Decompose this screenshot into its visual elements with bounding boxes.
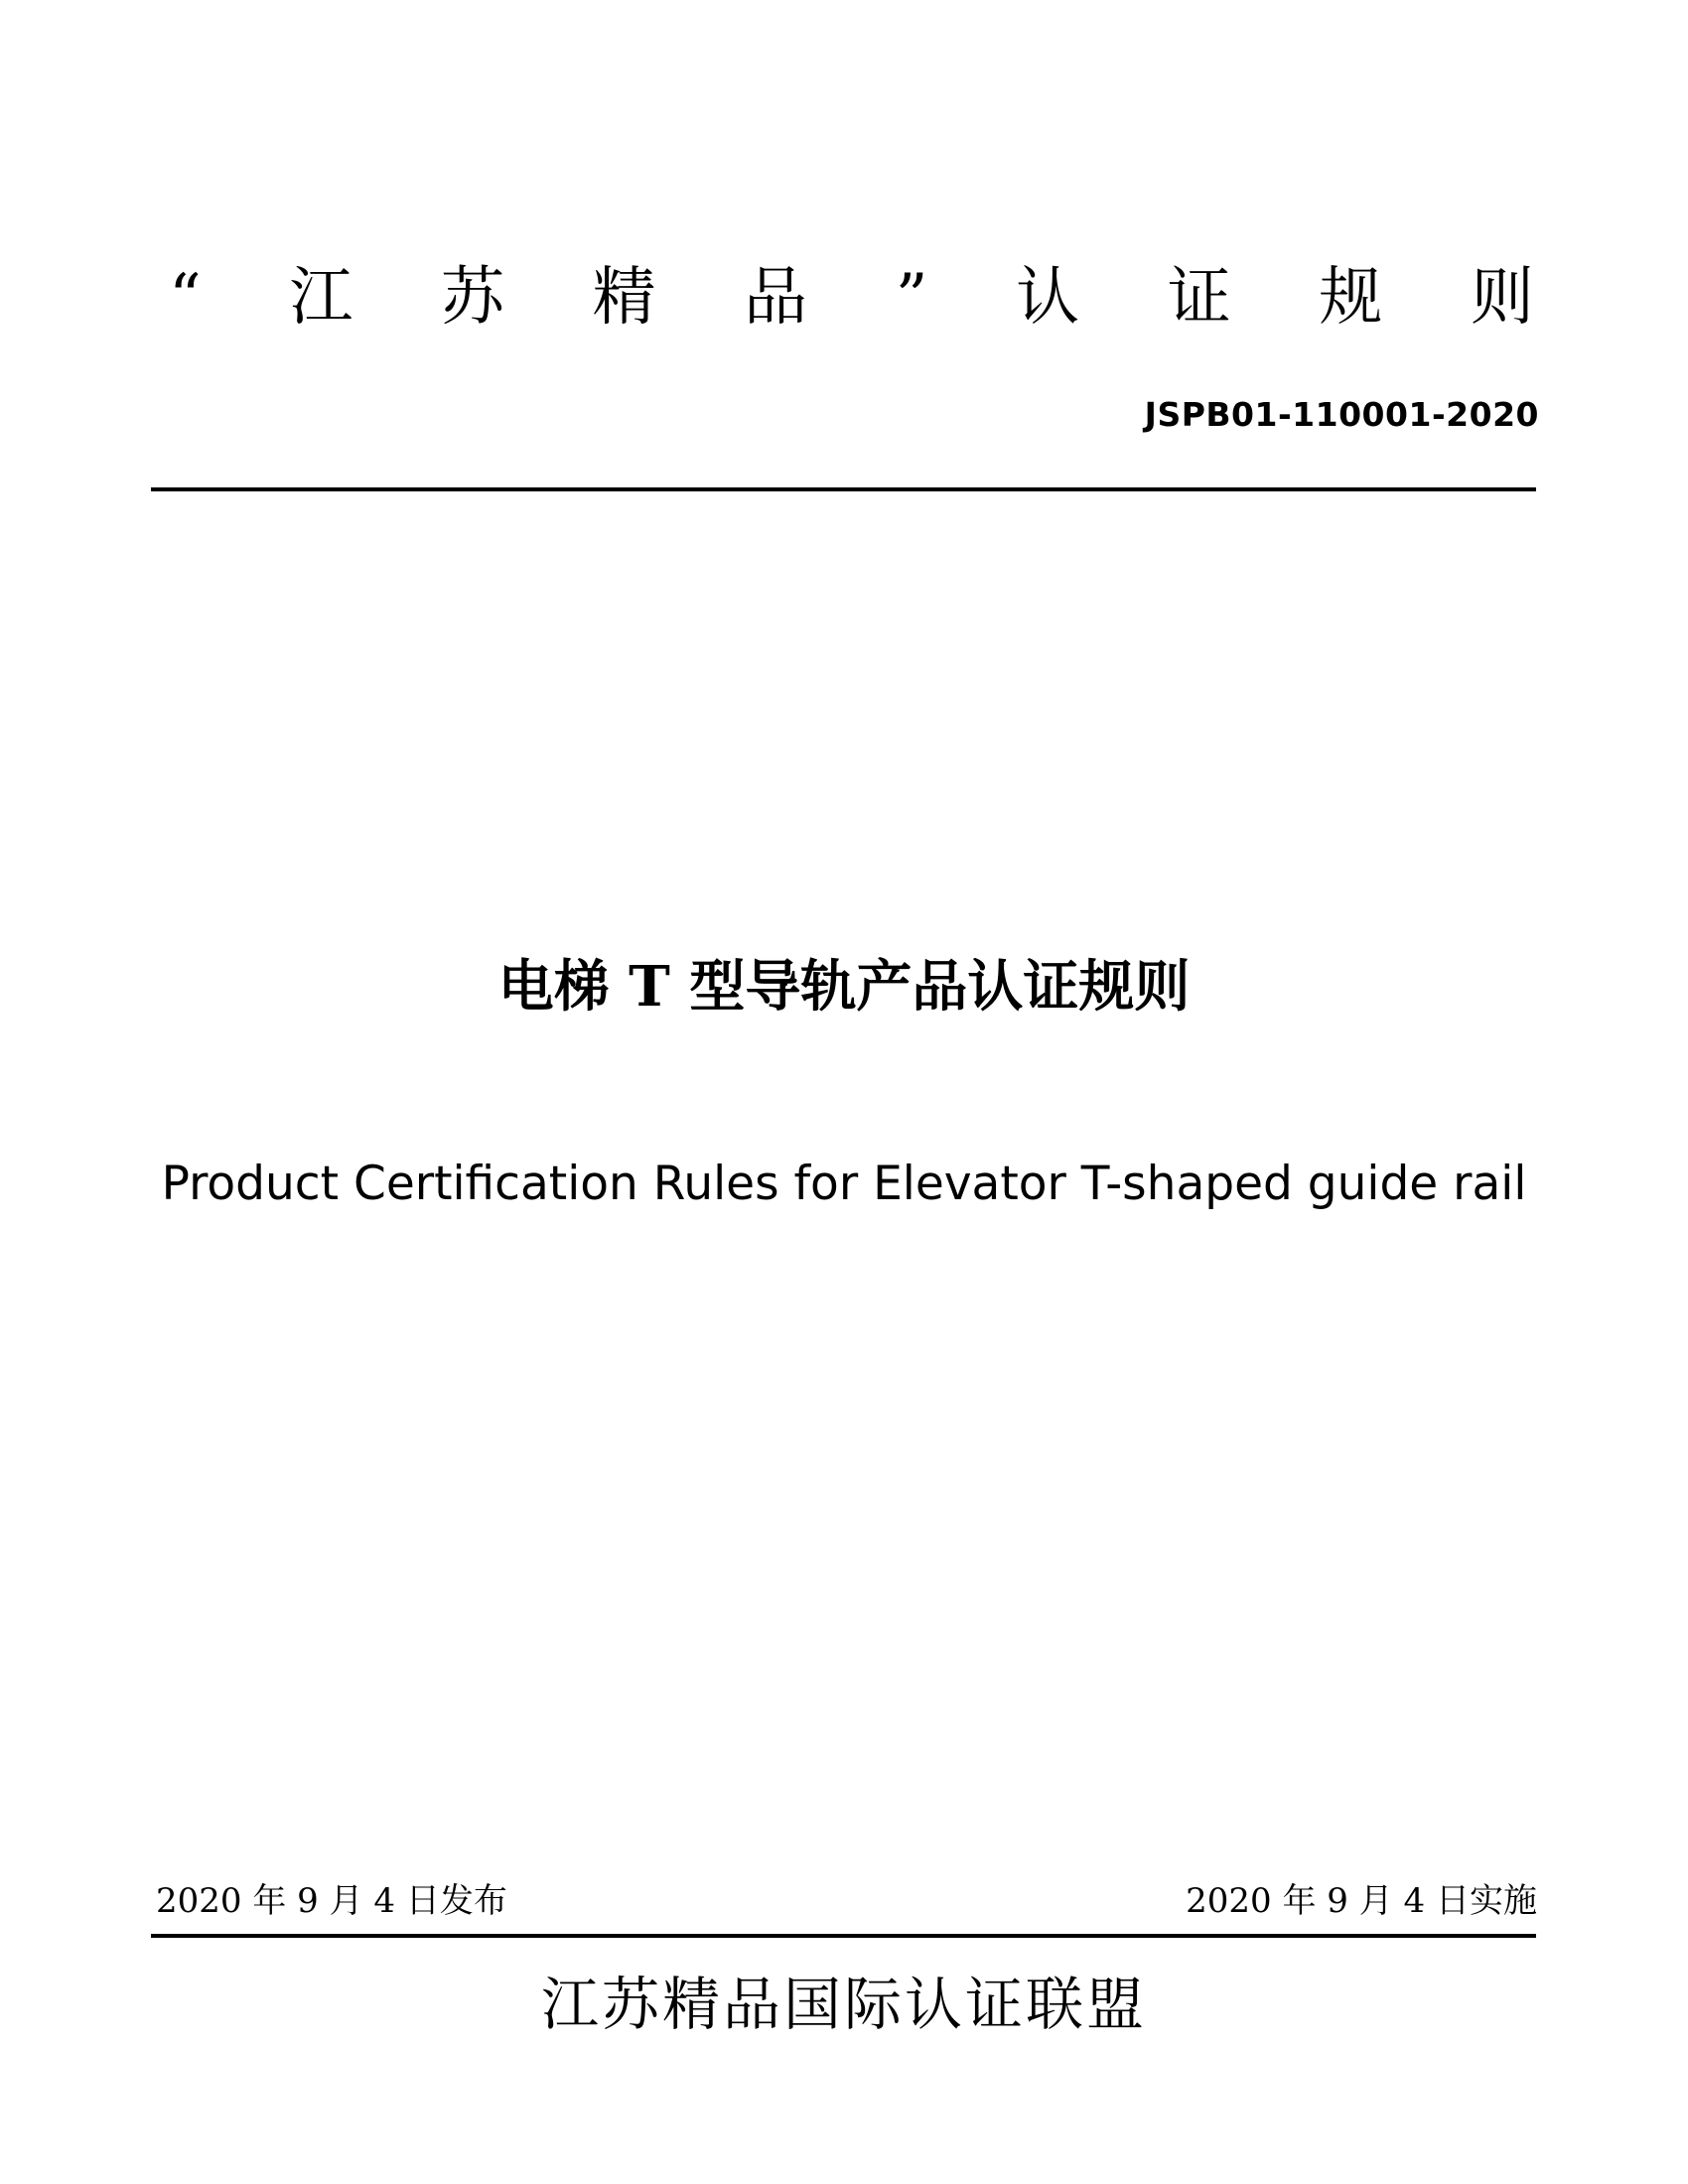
document-code: JSPB01-110001-2020 — [1144, 395, 1539, 434]
publish-date: 2020 年 9 月 4 日发布 — [156, 1881, 507, 1921]
title-char: 认 — [1016, 261, 1080, 335]
title-char-close-quote: ” — [895, 261, 928, 335]
title-char: 精 — [592, 261, 656, 335]
document-title-english: Product Certification Rules for Elevator T-shaped guide rail — [161, 1157, 1527, 1211]
title-char: 证 — [1167, 261, 1231, 335]
title-char: 则 — [1470, 261, 1534, 335]
issuing-organization: 江苏精品国际认证联盟 — [540, 1971, 1147, 2038]
title-char: 品 — [744, 261, 808, 335]
document-series-title — [169, 253, 1534, 342]
title-char-open-quote: “ — [169, 261, 202, 335]
footer-divider — [151, 1934, 1536, 1938]
title-char: 规 — [1319, 261, 1383, 335]
title-char: 苏 — [440, 261, 504, 335]
title-char: 江 — [289, 261, 353, 335]
document-title-chinese: 电梯 T 型导轨产品认证规则 — [497, 954, 1191, 1020]
effective-date: 2020 年 9 月 4 日实施 — [1186, 1881, 1537, 1921]
header-divider — [151, 487, 1536, 491]
